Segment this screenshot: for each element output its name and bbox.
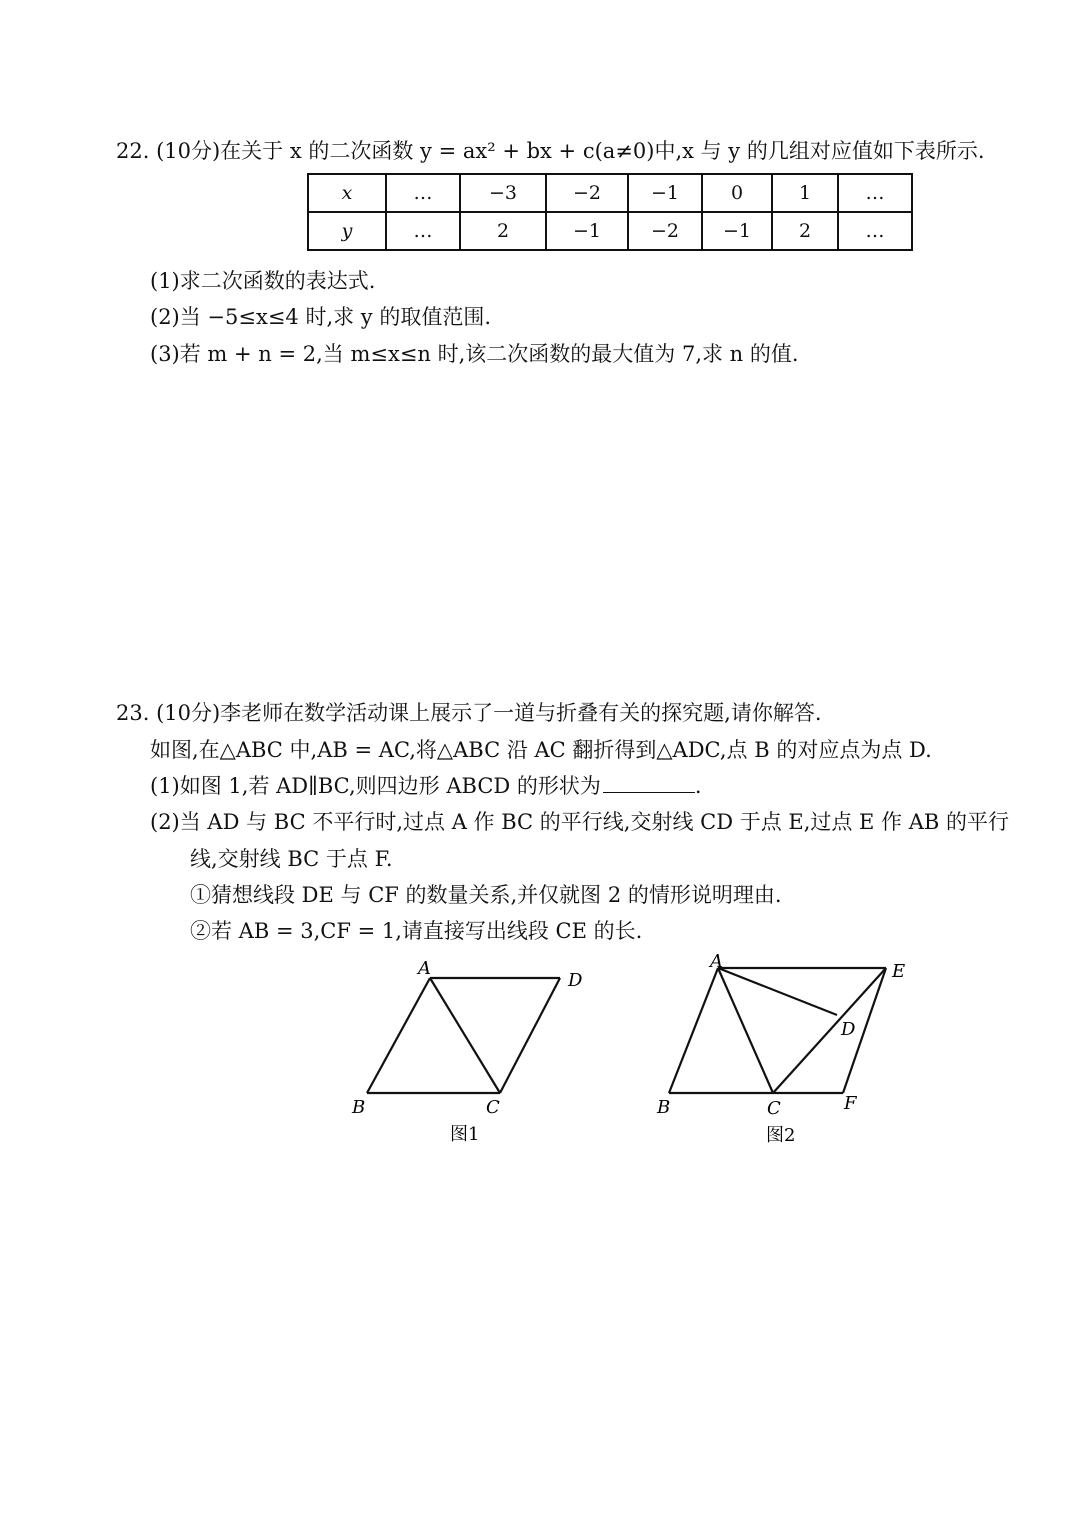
y-cell: 2	[772, 212, 838, 250]
q23-part2-line2: 线,交射线 BC 于点 F.	[190, 847, 393, 871]
x-cell: 1	[772, 174, 838, 212]
y-cell: 2	[460, 212, 546, 250]
x-label-cell: x	[308, 174, 386, 212]
table-row-x	[308, 174, 912, 212]
y-label-cell: y	[308, 212, 386, 250]
q22-part2: (2)当 −5≤x≤4 时,求 y 的取值范围.	[150, 305, 492, 329]
q22-part3: (3)若 m + n = 2,当 m≤x≤n 时,该二次函数的最大值为 7,求 n 的值.	[150, 342, 799, 366]
fig1-label-a: A	[418, 958, 431, 979]
fig2-segment-ab	[669, 968, 718, 1093]
x-cell: −3	[460, 174, 546, 212]
fig1-label-d: D	[568, 970, 583, 991]
fig2-label-c: C	[767, 1098, 781, 1119]
q23-part1-text: (1)如图 1,若 AD∥BC,则四边形 ABCD 的形状为	[150, 774, 601, 798]
fig1-label-b: B	[352, 1097, 366, 1118]
q23-part2-line1: (2)当 AD 与 BC 不平行时,过点 A 作 BC 的平行线,交射线 CD 于点 E,过点 E 作 AB 的平行	[150, 810, 1010, 834]
fig2-label-b: B	[657, 1097, 671, 1118]
value-table	[307, 173, 913, 251]
y-cell: −1	[546, 212, 628, 250]
fig1-segment-ac	[430, 978, 500, 1093]
q22-part1: (1)求二次函数的表达式.	[150, 269, 376, 293]
q22-header: 22. (10分)在关于 x 的二次函数 y = ax² + bx + c(a≠0)中,x 与 y 的几组对应值如下表所示.	[116, 139, 985, 163]
fig2-caption: 图2	[766, 1125, 796, 1146]
answer-blank	[603, 772, 695, 793]
fig2-label-f: F	[844, 1093, 857, 1114]
x-cell: …	[838, 174, 912, 212]
y-cell: …	[838, 212, 912, 250]
x-cell: −2	[546, 174, 628, 212]
figure2	[650, 945, 930, 1150]
fig2-label-e: E	[892, 961, 906, 982]
y-cell: …	[386, 212, 460, 250]
figure1	[340, 950, 620, 1150]
fig2-segment-ce	[773, 968, 886, 1093]
q23-part1	[150, 772, 702, 800]
fig1-label-c: C	[486, 1097, 500, 1118]
table-row-y	[308, 212, 912, 250]
q23-part1-period: .	[694, 774, 702, 798]
fig2-label-d: D	[841, 1019, 856, 1040]
y-cell: −2	[628, 212, 702, 250]
x-cell: …	[386, 174, 460, 212]
fig1-segment-dc	[500, 978, 560, 1093]
x-cell: −1	[628, 174, 702, 212]
q23-sub2: ②若 AB = 3,CF = 1,请直接写出线段 CE 的长.	[190, 919, 643, 943]
fig1-segment-ab	[367, 978, 430, 1093]
x-cell: 0	[702, 174, 772, 212]
q23-header: 23. (10分)李老师在数学活动课上展示了一道与折叠有关的探究题,请你解答.	[116, 701, 822, 725]
q23-sub1: ①猜想线段 DE 与 CF 的数量关系,并仅就图 2 的情形说明理由.	[190, 883, 782, 907]
y-cell: −1	[702, 212, 772, 250]
q23-intro: 如图,在△ABC 中,AB = AC,将△ABC 沿 AC 翻折得到△ADC,点 B 的对应点为点 D.	[150, 738, 932, 762]
fig2-label-a: A	[710, 951, 723, 972]
fig1-caption: 图1	[450, 1124, 480, 1145]
